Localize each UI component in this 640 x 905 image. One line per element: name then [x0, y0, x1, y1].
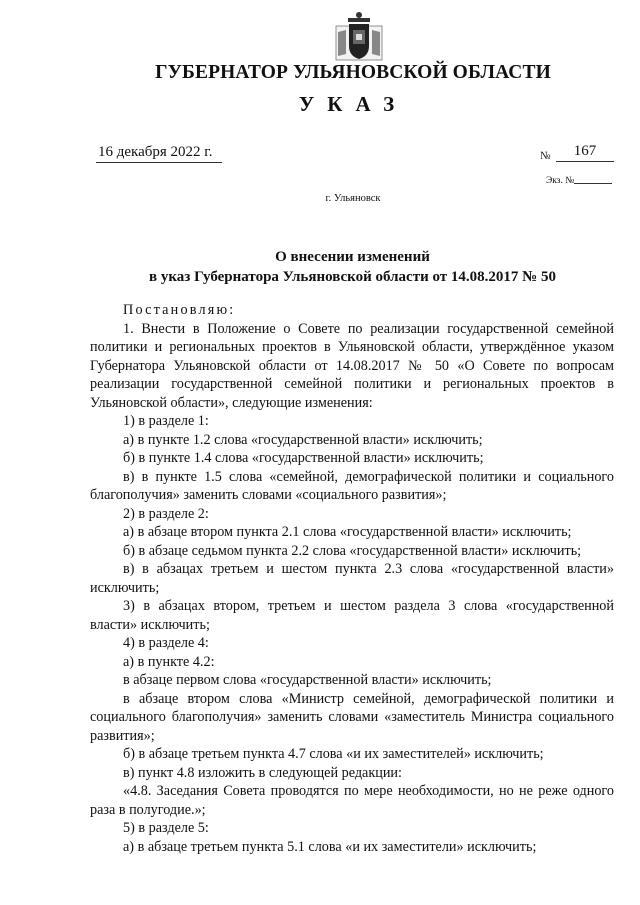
paragraph: в абзаце первом слова «государственной власти» исключить; — [123, 672, 492, 688]
paragraph: 2) в разделе 2: — [123, 505, 209, 522]
paragraph: 5) в разделе 5: — [123, 820, 209, 836]
paragraph: а) в пункте 4.2: — [123, 653, 215, 670]
preamble: Постановляю: — [123, 302, 236, 318]
document-type: УКАЗ — [298, 92, 408, 116]
issuer-heading: ГУБЕРНАТОР УЛЬЯНОВСКОЙ ОБЛАСТИ — [155, 62, 551, 83]
paragraph: в) пункт 4.8 изложить в следующей редакции: — [123, 764, 402, 781]
title-line-2: в указ Губернатора Ульяновской области от 14.08.2017 № 50 — [149, 269, 556, 285]
copy-number-line — [574, 183, 612, 184]
paragraph: а) в абзаце третьем пункта 5.1 слова «и их заместители» исключить; — [123, 838, 537, 855]
paragraph: 1) в разделе 1: — [123, 413, 209, 429]
paragraph: в) в абзацах третьем и шестом пункта 2.3 слова «государственной власти» исключить; — [90, 561, 614, 596]
document-title — [40, 247, 640, 287]
paragraph: б) в абзаце третьем пункта 4.7 слова «и их заместителей» исключить; — [123, 746, 544, 762]
paragraph: 3) в абзацах втором, третьем и шестом раздела 3 слова «государственной власти» исключить; — [90, 598, 614, 633]
paragraph: 1. Внести в Положение о Совете по реализации государственной семейной политики и региональных проектов в Ульяновской области, утверждённое указом Губернатора Ульяновской области от 14.08.2017 № 50 «О Совете по вопросам реализации государственной семейной политики и региональных проектов в Ульяновской области», следующие изменения: — [90, 320, 614, 411]
paragraph: а) в абзаце втором пункта 2.1 слова «государственной власти» исключить; — [123, 524, 572, 540]
paragraph: а) в пункте 1.2 слова «государственной власти» исключить; — [123, 431, 483, 448]
paragraph: в) в пункте 1.5 слова «семейной, демографической политики и социального благополучия» заменить словами «социального развития»; — [90, 468, 614, 503]
paragraph: б) в абзаце седьмом пункта 2.2 слова «государственной власти» исключить; — [123, 542, 582, 559]
document-number: 167 — [556, 143, 614, 162]
paragraph: «4.8. Заседания Совета проводятся по мере необходимости, но не реже одного раза в полугодие.»; — [90, 783, 614, 818]
document-date: 16 декабря 2022 г. — [96, 144, 222, 163]
paragraph: б) в пункте 1.4 слова «государственной власти» исключить; — [123, 450, 484, 466]
title-line-1: О внесении изменений — [275, 249, 430, 265]
copy-number — [546, 176, 612, 186]
coat-of-arms-emblem — [334, 10, 384, 62]
copy-label: Экз. № — [546, 176, 575, 186]
number-label: № — [540, 150, 551, 162]
document-body — [90, 301, 614, 856]
paragraph: 4) в разделе 4: — [123, 635, 209, 651]
paragraph: в абзаце втором слова «Министр семейной, демографической политики и социального благополучия» заменить словами «заместитель Министра социального развития»; — [90, 690, 614, 744]
city: г. Ульяновск — [325, 193, 381, 204]
